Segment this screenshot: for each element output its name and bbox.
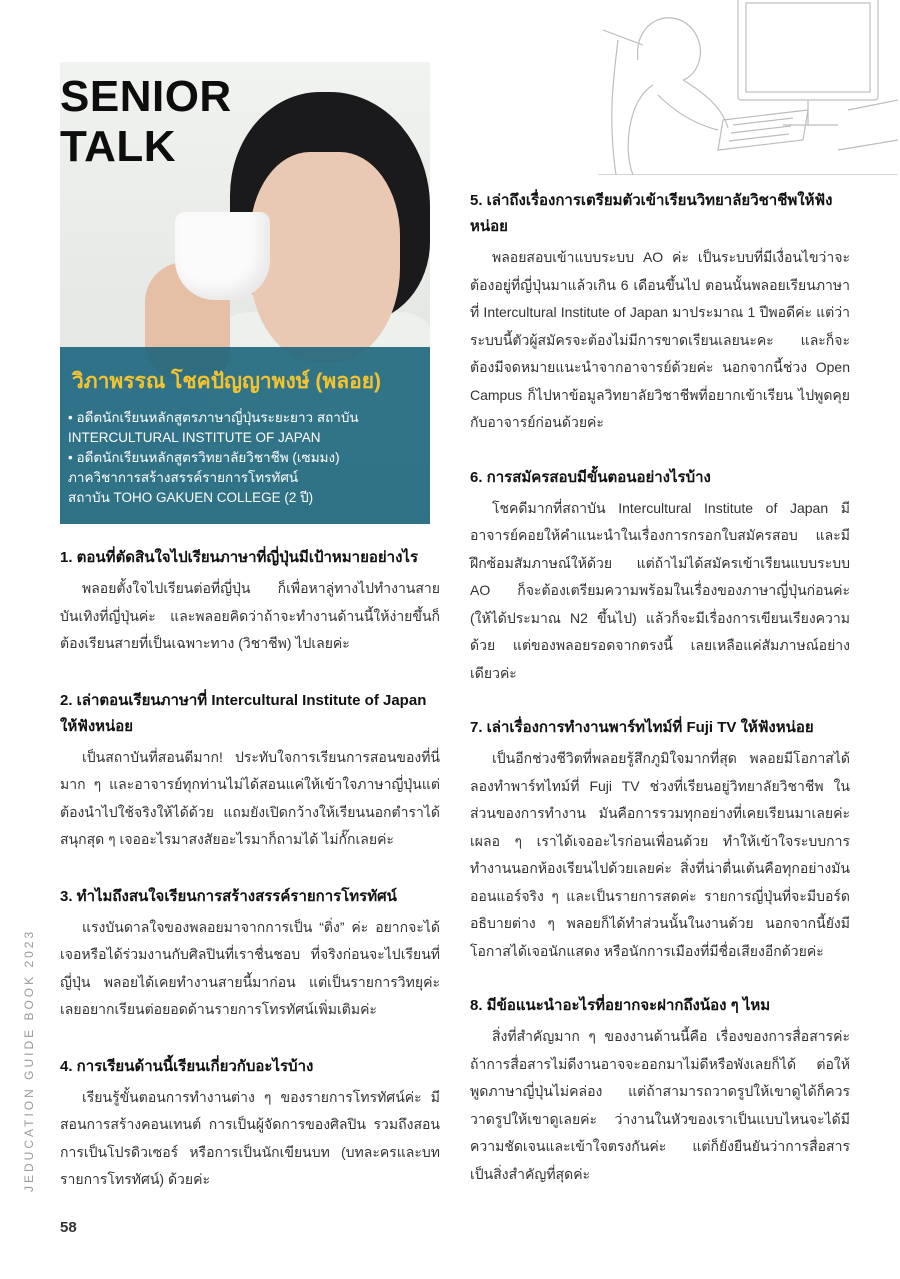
title-line-1: SENIOR <box>60 72 232 121</box>
question: 8. มีข้อแนะนำอะไรที่อยากจะฝากถึงน้อง ๆ ไหม <box>470 997 771 1014</box>
question: 5. เล่าถึงเรื่องการเตรียมตัวเข้าเรียนวิทยาลัยวิชาชีพให้ฟังหน่อย <box>470 192 833 235</box>
profile-info-line: • อดีตนักเรียนหลักสูตรภาษาญี่ปุ่นระยะยาว สถาบัน <box>68 410 359 425</box>
question: 6. การสมัครสอบมีขั้นตอนอย่างไรบ้าง <box>470 468 711 486</box>
page-number: 58 <box>60 1219 77 1236</box>
answer: พลอยตั้งใจไปเรียนต่อที่ญี่ปุ่น ก็เพื่อหาลู่ทางไปทำงานสายบันเทิงที่ญี่ปุ่นค่ะ และพลอยคิดว่าถ้าจะทำงานด้านนี้ให้ง่ายขึ้นก็ต้องเรียนสายที่เป็นเฉพาะทาง (วิชาชีพ) ไปเลยค่ะ <box>60 580 440 651</box>
question: 3. ทำไมถึงสนใจเรียนการสร้างสรรค์รายการโทรทัศน์ <box>60 887 397 905</box>
profile-info-line: INTERCULTURAL INSTITUTE OF JAPAN <box>68 430 321 445</box>
profile-name: วิภาพรรณ โชคปัญญาพงษ์ (พลอย) <box>72 370 382 393</box>
question: 1. ตอนที่ตัดสินใจไปเรียนภาษาที่ญี่ปุ่นมีเป้าหมายอย่างไร <box>60 549 419 566</box>
guidebook-side-label: JEDUCATION GUIDE BOOK 2023 <box>22 928 36 1192</box>
answer: เป็นอีกช่วงชีวิตที่พลอยรู้สึกภูมิใจมากที่สุด พลอยมีโอกาสได้ลองทำพาร์ทไทม์ที่ Fuji TV ช่วงที่เรียนอยู่วิทยาลัยวิชาชีพ ในส่วนของการทำงาน มันคือการรวมทุกอย่างที่เคยเรียนมาเลยค่ะ เผลอ ๆ เราได้เจออะไรก่อนเพื่อนด้วย ทำให้เข้าใจระบบการทำงานนอกห้องเรียนไปด้วยเลยค่ะ สิ่งที่น่าตื่นเต้นคือทุกอย่างมันออนแอร์จริง ๆ และเป็นรายการสดค่ะ รายการญี่ปุ่นที่จะมีบอร์ดอธิบายต่าง ๆ พลอยก็ได้ทำส่วนนั้นในงานด้วย นอกจากนี้ยังมีโอกาสได้เจอนักแสดง หรือนักการเมืองที่มีชื่อเสียงอีกด้วยค่ะ <box>470 750 850 959</box>
qa-item <box>60 884 440 1024</box>
qa-item <box>60 688 440 854</box>
qa-item <box>60 1054 440 1194</box>
answer: แรงบันดาลใจของพลอยมาจากการเป็น “ติ่ง” ค่ะ อยากจะได้เจอหรือได้ร่วมงานกับศิลปินที่เราชื่นชอบ ที่จริงก่อนจะไปเรียนที่ญี่ปุ่น พลอยได้เคยทำงานสายนี้มาก่อน แต่เป็นรายการวิทยุค่ะ เลยอยากเรียนต่อยอดด้านรายการโทรทัศน์เพิ่มเติมค่ะ <box>60 918 440 1017</box>
photo-face <box>250 152 400 362</box>
profile-info <box>68 408 423 508</box>
answer: เป็นสถาบันที่สอนดีมาก! ประทับใจการเรียนการสอนของที่นี่มาก ๆ และอาจารย์ทุกท่านไม่ได้สอนแค่ให้เข้าใจภาษาญี่ปุ่นแต่ต้องนำไปใช้จริงให้ได้ด้วย แถมยังเปิดกว้างให้เรียนนอกตำราได้ สนุกสุด ๆ เจออะไรมาสงสัยอะไรมาก็ถามได้ ไม่กั๊กเลยค่ะ <box>60 748 440 847</box>
qa-item <box>470 188 850 437</box>
title-line-2: TALK <box>60 122 177 171</box>
desk-sketch-illustration <box>598 0 900 175</box>
answer: พลอยสอบเข้าแบบระบบ AO ค่ะ เป็นระบบที่มีเงื่อนไขว่าจะต้องอยู่ที่ญี่ปุ่นมาแล้วเกิน 6 เดือนขึ้นไป ตอนนั้นพลอยเรียนภาษาที่ Intercultural Institute of Japan มาประมาณ 1 ปีพอดีค่ะ แต่ว่าระบบนี้ตัวผู้สมัครจะต้องไม่มีการขาดเรียนเลยนะคะ และก็จะต้องมีจดหมายแนะนำจากอาจารย์ด้วยค่ะ นอกจากนี้ช่วง Open Campus ก็ไปหาข้อมูลวิทยาลัยวิชาชีพที่อยากเข้าเรียน ไปพูดคุยกับอาจารย์ก่อนด้วยค่ะ <box>470 249 850 430</box>
profile-info-line: สถาบัน TOHO GAKUEN COLLEGE (2 ปี) <box>68 490 314 505</box>
question: 4. การเรียนด้านนี้เรียนเกี่ยวกับอะไรบ้าง <box>60 1057 314 1075</box>
question: 7. เล่าเรื่องการทำงานพาร์ทไทม์ที่ Fuji TV ให้ฟังหน่อย <box>470 719 814 736</box>
question: 2. เล่าตอนเรียนภาษาที่ Intercultural Institute of Japan ให้ฟังหน่อย <box>60 691 427 735</box>
qa-item <box>470 465 850 688</box>
answer: เรียนรู้ขั้นตอนการทำงานต่าง ๆ ของรายการโทรทัศน์ค่ะ มีสอนการสร้างคอนเทนต์ การเป็นผู้จัดการของศิลปิน รวมถึงสอนการเป็นโปรดิวเซอร์ หรือการเป็นนักเขียนบท (บทละครและบทรายการโทรทัศน์) ด้วยค่ะ <box>60 1088 440 1187</box>
qa-item <box>470 993 850 1188</box>
left-column <box>60 545 440 1194</box>
qa-item <box>470 715 850 965</box>
answer: โชคดีมากที่สถาบัน Intercultural Institute of Japan มีอาจารย์คอยให้คำแนะนำในเรื่องการกรอกใบสมัครสอบ และมีฝึกซ้อมสัมภาษณ์ให้ด้วย แต่ถ้าไม่ได้สมัครเข้าเรียนแบบระบบ AO ก็จะต้องเตรียมความพร้อมในเรื่องของภาษาญี่ปุ่นก่อนค่ะ (ให้ได้ประมาณ N2 ขึ้นไป) แล้วก็จะมีเรื่องการเขียนเรียงความด้วย แต่ของพลอยรอดจากตรงนี้ เลยเหลือแค่สัมภาษณ์อย่างเดียวค่ะ <box>470 499 850 681</box>
answer: สิ่งที่สำคัญมาก ๆ ของงานด้านนี้คือ เรื่องของการสื่อสารค่ะ ถ้าการสื่อสารไม่ดีงานอาจจะออกมาไม่ดีหรือพังเลยก็ได้ ต่อให้พูดภาษาญี่ปุ่นไม่คล่อง แต่ถ้าสามารถวาดรูปให้เขาดูได้ก็ควรวาดรูปให้เขาดูเลยค่ะ ว่างานในหัวของเราเป็นแบบไหนจะได้มีความชัดเจนและเข้าใจตรงกันค่ะ แต่ก็ยังยืนยันว่าการสื่อสารเป็นสิ่งสำคัญที่สุดค่ะ <box>470 1028 850 1182</box>
profile-info-line: ภาควิชาการสร้างสรรค์รายการโทรทัศน์ <box>68 470 299 485</box>
section-title <box>60 72 232 172</box>
profile-info-line: • อดีตนักเรียนหลักสูตรวิทยาลัยวิชาชีพ (เซมมง) <box>68 450 340 465</box>
coffee-cup <box>175 212 270 300</box>
right-column <box>470 188 850 1188</box>
qa-item <box>60 545 440 658</box>
